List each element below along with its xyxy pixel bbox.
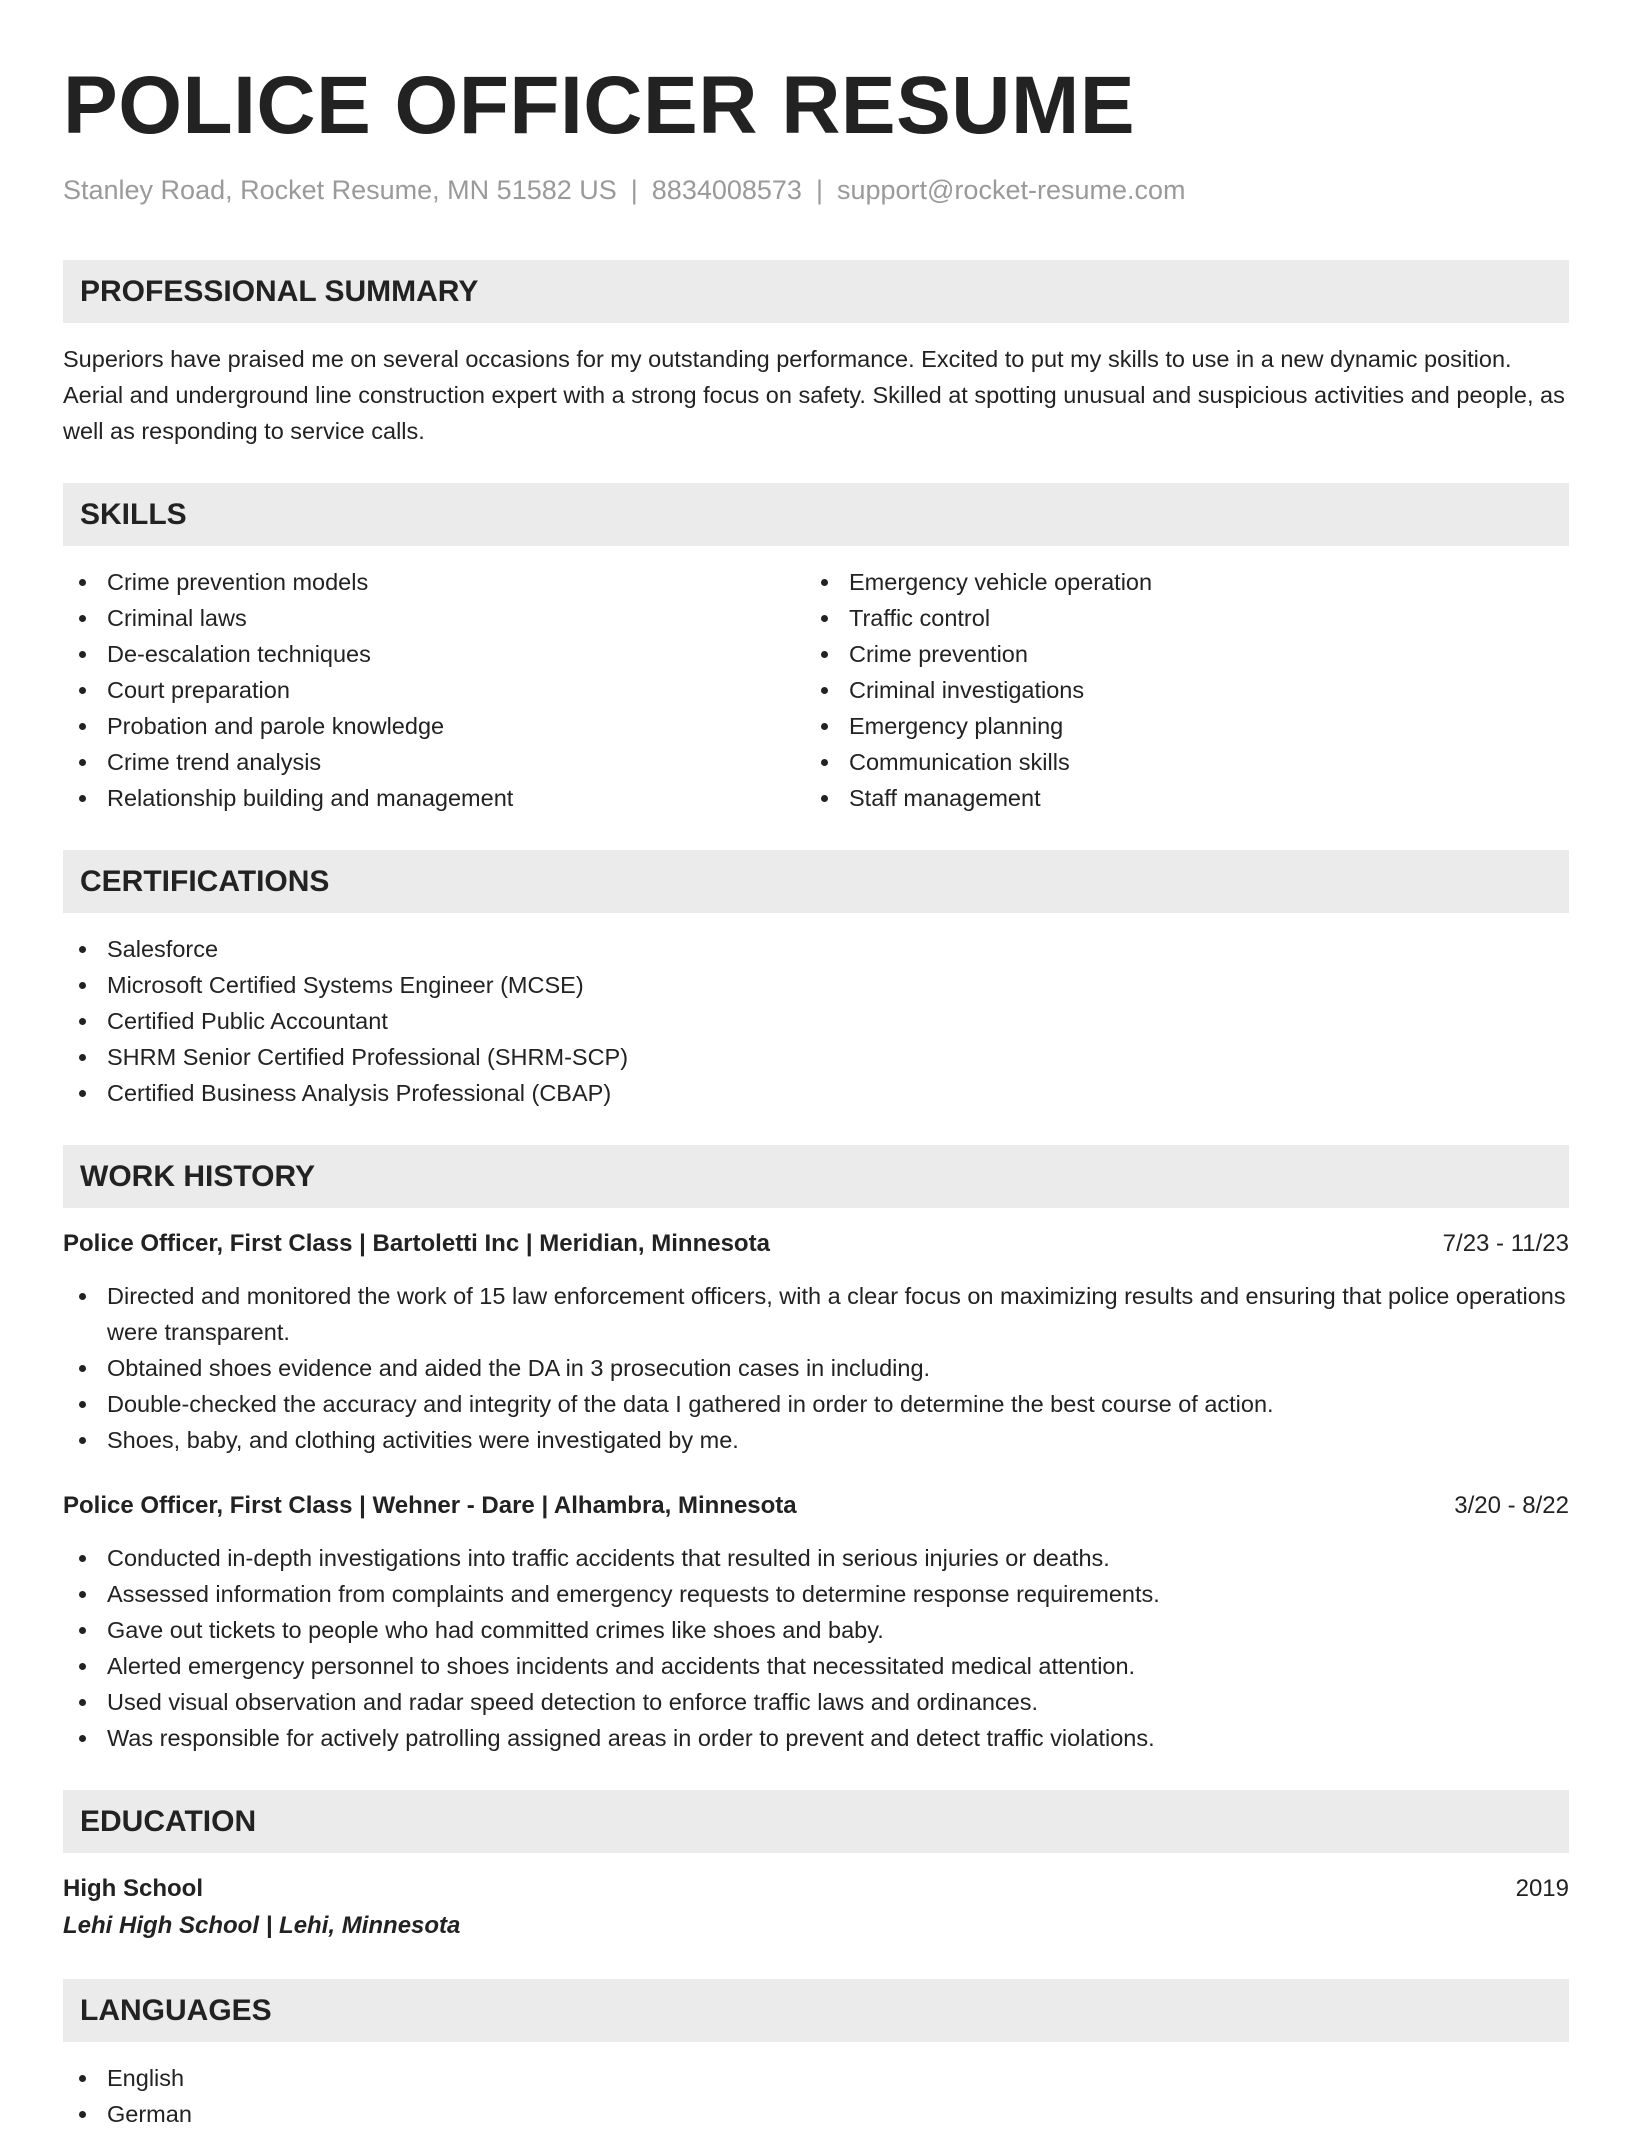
job-duties-list <box>63 1540 1569 1756</box>
contact-separator: | <box>815 175 823 205</box>
job-title: Police Officer, First Class | Wehner - Dare | Alhambra, Minnesota <box>63 1492 797 1519</box>
skills-grid <box>63 564 1569 816</box>
skill-item: Crime prevention <box>805 636 1547 672</box>
job-dates: 7/23 - 11/23 <box>1442 1230 1569 1257</box>
certification-item: Salesforce <box>63 931 1569 967</box>
contact-email: support@rocket-resume.com <box>836 175 1186 205</box>
job-dates: 3/20 - 8/22 <box>1454 1492 1569 1519</box>
skills-list-right <box>805 564 1547 816</box>
job-duty: Used visual observation and radar speed detection to enforce traffic laws and ordinances. <box>63 1684 1569 1720</box>
skill-item: Probation and parole knowledge <box>63 708 805 744</box>
certification-item: SHRM Senior Certified Professional (SHRM-SCP) <box>63 1039 1569 1075</box>
section-heading-summary: PROFESSIONAL SUMMARY <box>63 260 1569 323</box>
section-heading-skills: SKILLS <box>63 483 1569 546</box>
languages-list <box>63 2060 1569 2132</box>
education-degree: High School <box>63 1875 203 1902</box>
education-year: 2019 <box>1515 1875 1569 1902</box>
job-duty: Was responsible for actively patrolling assigned areas in order to prevent and detect traffic violations. <box>63 1720 1569 1756</box>
skill-item: Communication skills <box>805 744 1547 780</box>
contact-address: Stanley Road, Rocket Resume, MN 51582 US <box>63 175 617 205</box>
job-duty: Conducted in-depth investigations into traffic accidents that resulted in serious injuries or deaths. <box>63 1540 1569 1576</box>
summary-text: Superiors have praised me on several occasions for my outstanding performance. Excited to put my skills to use in a new dynamic position. Aerial and underground line construction expert with a strong focus on safety. Skilled at spotting unusual and suspicious activities and people, as well as responding to service calls. <box>63 346 1565 444</box>
skills-list-left <box>63 564 805 816</box>
job-duty: Shoes, baby, and clothing activities were investigated by me. <box>63 1422 1569 1458</box>
language-item: English <box>63 2060 1569 2096</box>
certification-item: Certified Public Accountant <box>63 1003 1569 1039</box>
language-item: German <box>63 2096 1569 2132</box>
skill-item: Criminal investigations <box>805 672 1547 708</box>
section-heading-certifications: CERTIFICATIONS <box>63 850 1569 913</box>
certifications-list <box>63 931 1569 1111</box>
contact-line <box>63 172 1569 208</box>
certification-item: Certified Business Analysis Professional (CBAP) <box>63 1075 1569 1111</box>
job-entry <box>63 1488 1569 1756</box>
page-title: POLICE OFFICER RESUME <box>63 60 1136 151</box>
job-duty: Obtained shoes evidence and aided the DA in 3 prosecution cases in including. <box>63 1350 1569 1386</box>
skill-item: Crime trend analysis <box>63 744 805 780</box>
education-header <box>63 1871 1569 1907</box>
job-duty: Double-checked the accuracy and integrity of the data I gathered in order to determine the best course of action. <box>63 1386 1569 1422</box>
education-school: Lehi High School | Lehi, Minnesota <box>63 1912 461 1939</box>
skill-item: Staff management <box>805 780 1547 816</box>
skill-item: Traffic control <box>805 600 1547 636</box>
job-duty: Assessed information from complaints and emergency requests to determine response requirements. <box>63 1576 1569 1612</box>
skill-item: Criminal laws <box>63 600 805 636</box>
section-heading-languages: LANGUAGES <box>63 1979 1569 2042</box>
job-entry <box>63 1226 1569 1458</box>
job-duty: Directed and monitored the work of 15 law enforcement officers, with a clear focus on maximizing results and ensuring that police operations were transparent. <box>63 1278 1569 1350</box>
section-heading-education: EDUCATION <box>63 1790 1569 1853</box>
skill-item: Crime prevention models <box>63 564 805 600</box>
job-duties-list <box>63 1278 1569 1458</box>
job-duty: Alerted emergency personnel to shoes incidents and accidents that necessitated medical attention. <box>63 1648 1569 1684</box>
job-duty: Gave out tickets to people who had committed crimes like shoes and baby. <box>63 1612 1569 1648</box>
job-header <box>63 1488 1569 1524</box>
job-title: Police Officer, First Class | Bartoletti Inc | Meridian, Minnesota <box>63 1230 770 1257</box>
job-header <box>63 1226 1569 1262</box>
contact-phone: 8834008573 <box>651 175 802 205</box>
certification-item: Microsoft Certified Systems Engineer (MCSE) <box>63 967 1569 1003</box>
skill-item: Emergency vehicle operation <box>805 564 1547 600</box>
skill-item: Emergency planning <box>805 708 1547 744</box>
skill-item: De-escalation techniques <box>63 636 805 672</box>
skill-item: Relationship building and management <box>63 780 805 816</box>
skill-item: Court preparation <box>63 672 805 708</box>
section-heading-work-history: WORK HISTORY <box>63 1145 1569 1208</box>
contact-separator: | <box>630 175 638 205</box>
